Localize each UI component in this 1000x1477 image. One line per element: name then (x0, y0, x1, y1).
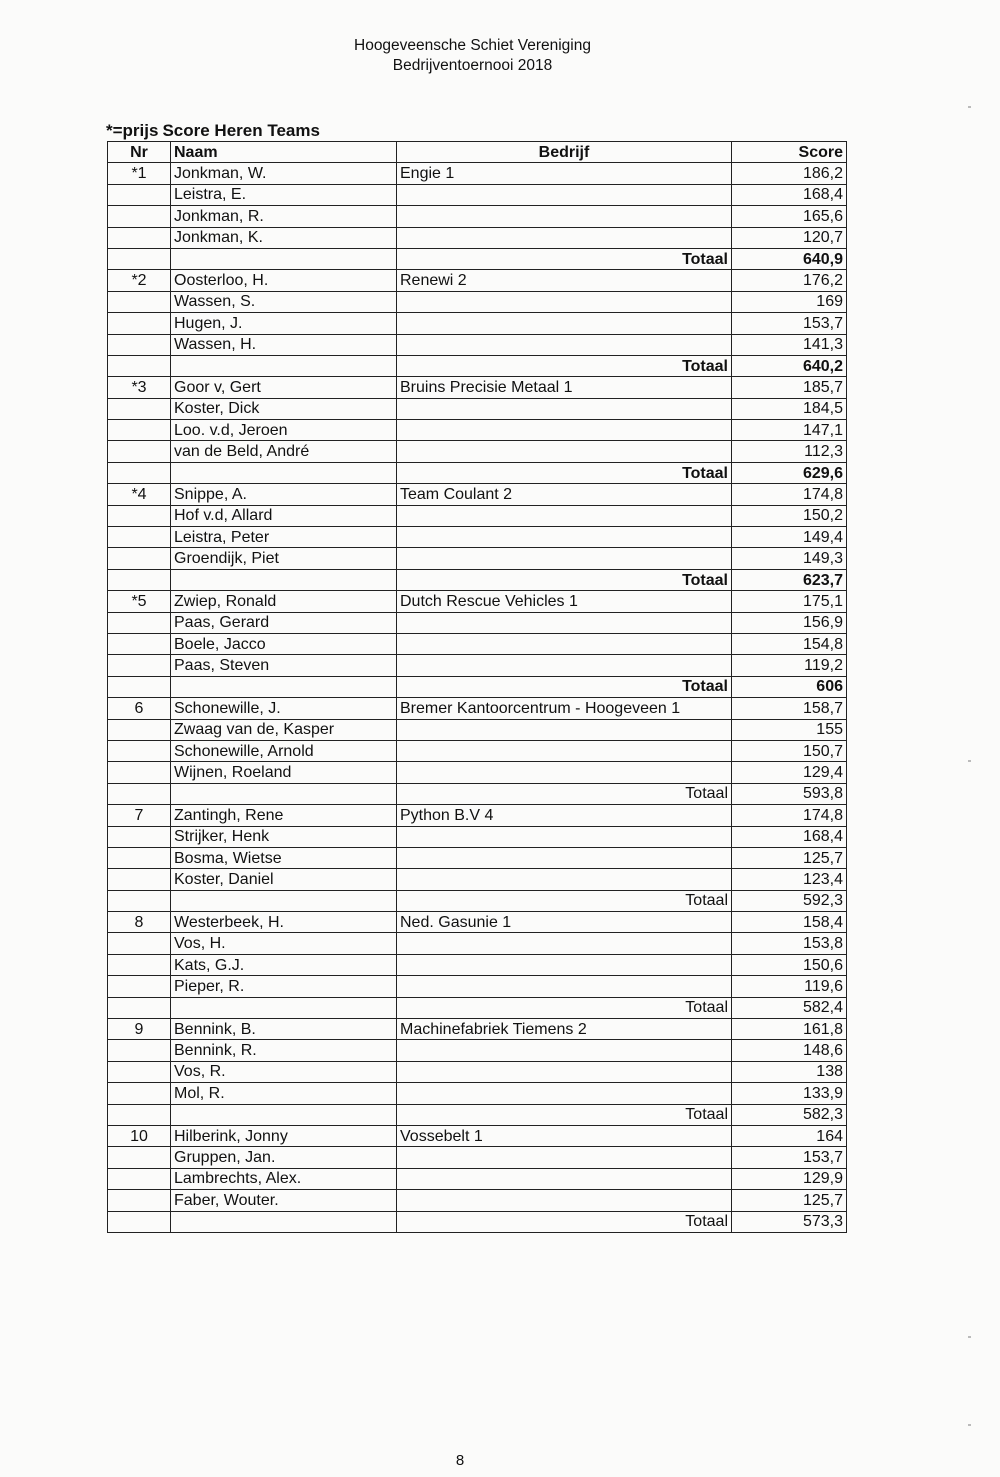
table-row (108, 398, 847, 419)
page-number: 8 (455, 1452, 465, 1469)
score-cell: 169 (732, 291, 847, 312)
col-header-score: Score (732, 142, 847, 163)
empty-cell (108, 676, 171, 697)
name-cell: Hilberink, Jonny (171, 1125, 397, 1146)
table-row (108, 1083, 847, 1104)
empty-cell (108, 462, 171, 483)
col-header-nr: Nr (108, 142, 171, 163)
empty-cell (171, 890, 397, 911)
name-cell: Jonkman, K. (171, 227, 397, 248)
rank-cell (108, 847, 171, 868)
company-cell (397, 441, 732, 462)
empty-cell (171, 676, 397, 697)
table-row (108, 527, 847, 548)
company-cell (397, 633, 732, 654)
rank-cell (108, 1168, 171, 1189)
table-row (108, 740, 847, 761)
team-total-score: 582,4 (732, 997, 847, 1018)
name-cell: Bennink, R. (171, 1040, 397, 1061)
col-header-naam: Naam (171, 142, 397, 163)
rank-cell: *2 (108, 270, 171, 291)
company-cell (397, 313, 732, 334)
score-cell: 138 (732, 1061, 847, 1082)
team-total-score: 623,7 (732, 569, 847, 590)
empty-cell (171, 1211, 397, 1232)
score-cell: 125,7 (732, 847, 847, 868)
company-cell: Vossebelt 1 (397, 1125, 732, 1146)
team-total-score: 606 (732, 676, 847, 697)
company-cell (397, 762, 732, 783)
team-total-row (108, 1211, 847, 1232)
table-row (108, 1040, 847, 1061)
team-total-score: 629,6 (732, 462, 847, 483)
company-cell: Ned. Gasunie 1 (397, 912, 732, 933)
company-cell (397, 334, 732, 355)
name-cell: Lambrechts, Alex. (171, 1168, 397, 1189)
rank-cell: *1 (108, 163, 171, 184)
team-total-row (108, 783, 847, 804)
company-cell (397, 612, 732, 633)
empty-cell (108, 1211, 171, 1232)
score-cell: 176,2 (732, 270, 847, 291)
company-cell (397, 1190, 732, 1211)
score-cell: 153,7 (732, 313, 847, 334)
empty-cell (171, 462, 397, 483)
score-cell: 161,8 (732, 1019, 847, 1040)
scan-mark (968, 106, 971, 108)
table-row (108, 313, 847, 334)
empty-cell (108, 248, 171, 269)
rank-cell (108, 206, 171, 227)
rank-cell (108, 291, 171, 312)
company-cell (397, 719, 732, 740)
col-header-bedrijf: Bedrijf (397, 142, 732, 163)
rank-cell (108, 762, 171, 783)
company-cell (397, 1147, 732, 1168)
table-row (108, 847, 847, 868)
table-row (108, 1168, 847, 1189)
table-row (108, 976, 847, 997)
score-cell: 147,1 (732, 420, 847, 441)
rank-cell (108, 334, 171, 355)
score-cell: 154,8 (732, 633, 847, 654)
name-cell: Snippe, A. (171, 484, 397, 505)
company-cell: Dutch Rescue Vehicles 1 (397, 591, 732, 612)
table-row (108, 912, 847, 933)
total-label: Totaal (397, 462, 732, 483)
scan-mark (968, 760, 971, 762)
rank-cell (108, 1040, 171, 1061)
score-cell: 120,7 (732, 227, 847, 248)
empty-cell (108, 569, 171, 590)
rank-cell (108, 1147, 171, 1168)
score-cell: 150,6 (732, 954, 847, 975)
company-cell: Bruins Precisie Metaal 1 (397, 377, 732, 398)
name-cell: Hof v.d, Allard (171, 505, 397, 526)
table-row (108, 484, 847, 505)
score-cell: 125,7 (732, 1190, 847, 1211)
table-row (108, 377, 847, 398)
score-cell: 149,4 (732, 527, 847, 548)
name-cell: Groendijk, Piet (171, 548, 397, 569)
rank-cell (108, 826, 171, 847)
name-cell: Westerbeek, H. (171, 912, 397, 933)
rank-cell: 7 (108, 805, 171, 826)
scan-mark (968, 1424, 971, 1426)
table-row (108, 612, 847, 633)
rank-cell (108, 420, 171, 441)
scan-mark (968, 1336, 971, 1338)
empty-cell (171, 997, 397, 1018)
prize-legend: *=prijs (106, 121, 159, 140)
rank-cell (108, 719, 171, 740)
table-row (108, 633, 847, 654)
name-cell: Hugen, J. (171, 313, 397, 334)
empty-cell (108, 783, 171, 804)
score-cell: 168,4 (732, 184, 847, 205)
rank-cell (108, 548, 171, 569)
table-row (108, 420, 847, 441)
score-cell: 149,3 (732, 548, 847, 569)
rank-cell (108, 933, 171, 954)
company-cell (397, 291, 732, 312)
table-row (108, 163, 847, 184)
table-title (106, 121, 320, 141)
name-cell: Pieper, R. (171, 976, 397, 997)
total-label: Totaal (397, 676, 732, 697)
company-cell (397, 826, 732, 847)
score-cell: 119,2 (732, 655, 847, 676)
tournament-name: Bedrijventoernooi 2018 (392, 57, 553, 74)
score-cell: 141,3 (732, 334, 847, 355)
rank-cell: *5 (108, 591, 171, 612)
team-total-score: 640,9 (732, 248, 847, 269)
table-row (108, 762, 847, 783)
name-cell: Bennink, B. (171, 1019, 397, 1040)
team-total-row (108, 248, 847, 269)
total-label: Totaal (397, 783, 732, 804)
total-label: Totaal (397, 1104, 732, 1125)
name-cell: Wijnen, Roeland (171, 762, 397, 783)
name-cell: Jonkman, R. (171, 206, 397, 227)
team-total-row (108, 890, 847, 911)
score-cell: 148,6 (732, 1040, 847, 1061)
rank-cell (108, 527, 171, 548)
table-row (108, 441, 847, 462)
rank-cell: 8 (108, 912, 171, 933)
total-label: Totaal (397, 997, 732, 1018)
rank-cell: *4 (108, 484, 171, 505)
company-cell (397, 976, 732, 997)
company-cell (397, 1083, 732, 1104)
rank-cell (108, 184, 171, 205)
rank-cell (108, 612, 171, 633)
name-cell: Zwaag van de, Kasper (171, 719, 397, 740)
score-cell: 153,7 (732, 1147, 847, 1168)
rank-cell (108, 740, 171, 761)
name-cell: Koster, Daniel (171, 869, 397, 890)
company-cell (397, 206, 732, 227)
table-row (108, 719, 847, 740)
team-total-row (108, 355, 847, 376)
name-cell: Schonewille, Arnold (171, 740, 397, 761)
empty-cell (171, 783, 397, 804)
table-title-text: Score Heren Teams (162, 121, 320, 140)
score-cell: 150,2 (732, 505, 847, 526)
company-cell: Python B.V 4 (397, 805, 732, 826)
table-row (108, 291, 847, 312)
company-cell (397, 227, 732, 248)
team-total-score: 573,3 (732, 1211, 847, 1232)
empty-cell (108, 997, 171, 1018)
score-cell: 129,4 (732, 762, 847, 783)
rank-cell: 9 (108, 1019, 171, 1040)
name-cell: Leistra, Peter (171, 527, 397, 548)
score-cell: 174,8 (732, 484, 847, 505)
rank-cell: *3 (108, 377, 171, 398)
name-cell: Oosterloo, H. (171, 270, 397, 291)
name-cell: Zantingh, Rene (171, 805, 397, 826)
company-cell: Renewi 2 (397, 270, 732, 291)
table-body (108, 163, 847, 1233)
table-row (108, 1019, 847, 1040)
company-cell (397, 869, 732, 890)
company-cell (397, 847, 732, 868)
company-cell (397, 1168, 732, 1189)
name-cell: Goor v, Gert (171, 377, 397, 398)
total-label: Totaal (397, 569, 732, 590)
name-cell: Schonewille, J. (171, 698, 397, 719)
score-cell: 186,2 (732, 163, 847, 184)
score-cell: 156,9 (732, 612, 847, 633)
rank-cell: 10 (108, 1125, 171, 1146)
document-header (0, 36, 945, 76)
name-cell: Jonkman, W. (171, 163, 397, 184)
rank-cell (108, 1190, 171, 1211)
name-cell: Bosma, Wietse (171, 847, 397, 868)
score-cell: 119,6 (732, 976, 847, 997)
total-label: Totaal (397, 355, 732, 376)
score-cell: 174,8 (732, 805, 847, 826)
team-total-row (108, 462, 847, 483)
rank-cell (108, 1061, 171, 1082)
table-row (108, 698, 847, 719)
table-row (108, 805, 847, 826)
team-total-row (108, 676, 847, 697)
score-cell: 158,7 (732, 698, 847, 719)
score-cell: 112,3 (732, 441, 847, 462)
name-cell: Zwiep, Ronald (171, 591, 397, 612)
company-cell (397, 954, 732, 975)
table-row (108, 933, 847, 954)
table-row (108, 184, 847, 205)
name-cell: Paas, Steven (171, 655, 397, 676)
score-cell: 153,8 (732, 933, 847, 954)
company-cell (397, 420, 732, 441)
company-cell (397, 548, 732, 569)
name-cell: Vos, R. (171, 1061, 397, 1082)
score-cell: 133,9 (732, 1083, 847, 1104)
name-cell: van de Beld, André (171, 441, 397, 462)
team-total-score: 592,3 (732, 890, 847, 911)
score-cell: 165,6 (732, 206, 847, 227)
rank-cell (108, 227, 171, 248)
empty-cell (171, 355, 397, 376)
table-row (108, 548, 847, 569)
table-row (108, 1061, 847, 1082)
empty-cell (171, 248, 397, 269)
company-cell: Engie 1 (397, 163, 732, 184)
total-label: Totaal (397, 890, 732, 911)
table-row (108, 505, 847, 526)
empty-cell (108, 355, 171, 376)
name-cell: Loo. v.d, Jeroen (171, 420, 397, 441)
table-row (108, 1190, 847, 1211)
team-total-score: 582,3 (732, 1104, 847, 1125)
team-scores-table (107, 141, 847, 1233)
empty-cell (171, 569, 397, 590)
name-cell: Faber, Wouter. (171, 1190, 397, 1211)
rank-cell (108, 869, 171, 890)
rank-cell (108, 976, 171, 997)
score-cell: 164 (732, 1125, 847, 1146)
table-row (108, 954, 847, 975)
team-total-score: 593,8 (732, 783, 847, 804)
name-cell: Wassen, H. (171, 334, 397, 355)
name-cell: Boele, Jacco (171, 633, 397, 654)
total-label: Totaal (397, 248, 732, 269)
name-cell: Koster, Dick (171, 398, 397, 419)
company-cell: Team Coulant 2 (397, 484, 732, 505)
table-row (108, 270, 847, 291)
rank-cell (108, 633, 171, 654)
score-cell: 150,7 (732, 740, 847, 761)
table-row (108, 869, 847, 890)
company-cell (397, 933, 732, 954)
company-cell (397, 655, 732, 676)
empty-cell (108, 1104, 171, 1125)
name-cell: Vos, H. (171, 933, 397, 954)
score-cell: 123,4 (732, 869, 847, 890)
table-row (108, 655, 847, 676)
company-cell: Machinefabriek Tiemens 2 (397, 1019, 732, 1040)
rank-cell (108, 313, 171, 334)
name-cell: Strijker, Henk (171, 826, 397, 847)
score-cell: 175,1 (732, 591, 847, 612)
rank-cell (108, 655, 171, 676)
company-cell (397, 527, 732, 548)
table-row (108, 206, 847, 227)
rank-cell (108, 505, 171, 526)
rank-cell: 6 (108, 698, 171, 719)
table-row (108, 1147, 847, 1168)
score-cell: 168,4 (732, 826, 847, 847)
name-cell: Leistra, E. (171, 184, 397, 205)
name-cell: Mol, R. (171, 1083, 397, 1104)
total-label: Totaal (397, 1211, 732, 1232)
company-cell (397, 398, 732, 419)
name-cell: Gruppen, Jan. (171, 1147, 397, 1168)
rank-cell (108, 954, 171, 975)
rank-cell (108, 398, 171, 419)
name-cell: Kats, G.J. (171, 954, 397, 975)
score-cell: 155 (732, 719, 847, 740)
score-cell: 185,7 (732, 377, 847, 398)
team-total-row (108, 569, 847, 590)
empty-cell (171, 1104, 397, 1125)
team-total-row (108, 1104, 847, 1125)
table-row (108, 227, 847, 248)
company-cell (397, 505, 732, 526)
team-total-row (108, 997, 847, 1018)
table-row (108, 334, 847, 355)
score-cell: 129,9 (732, 1168, 847, 1189)
rank-cell (108, 441, 171, 462)
header-row (108, 142, 847, 163)
company-cell: Bremer Kantoorcentrum - Hoogeveen 1 (397, 698, 732, 719)
score-cell: 158,4 (732, 912, 847, 933)
company-cell (397, 1040, 732, 1061)
name-cell: Paas, Gerard (171, 612, 397, 633)
team-total-score: 640,2 (732, 355, 847, 376)
name-cell: Wassen, S. (171, 291, 397, 312)
company-cell (397, 1061, 732, 1082)
score-cell: 184,5 (732, 398, 847, 419)
empty-cell (108, 890, 171, 911)
table-row (108, 826, 847, 847)
table-row (108, 1125, 847, 1146)
table-row (108, 591, 847, 612)
club-name: Hoogeveensche Schiet Vereniging (354, 37, 591, 54)
company-cell (397, 740, 732, 761)
company-cell (397, 184, 732, 205)
rank-cell (108, 1083, 171, 1104)
